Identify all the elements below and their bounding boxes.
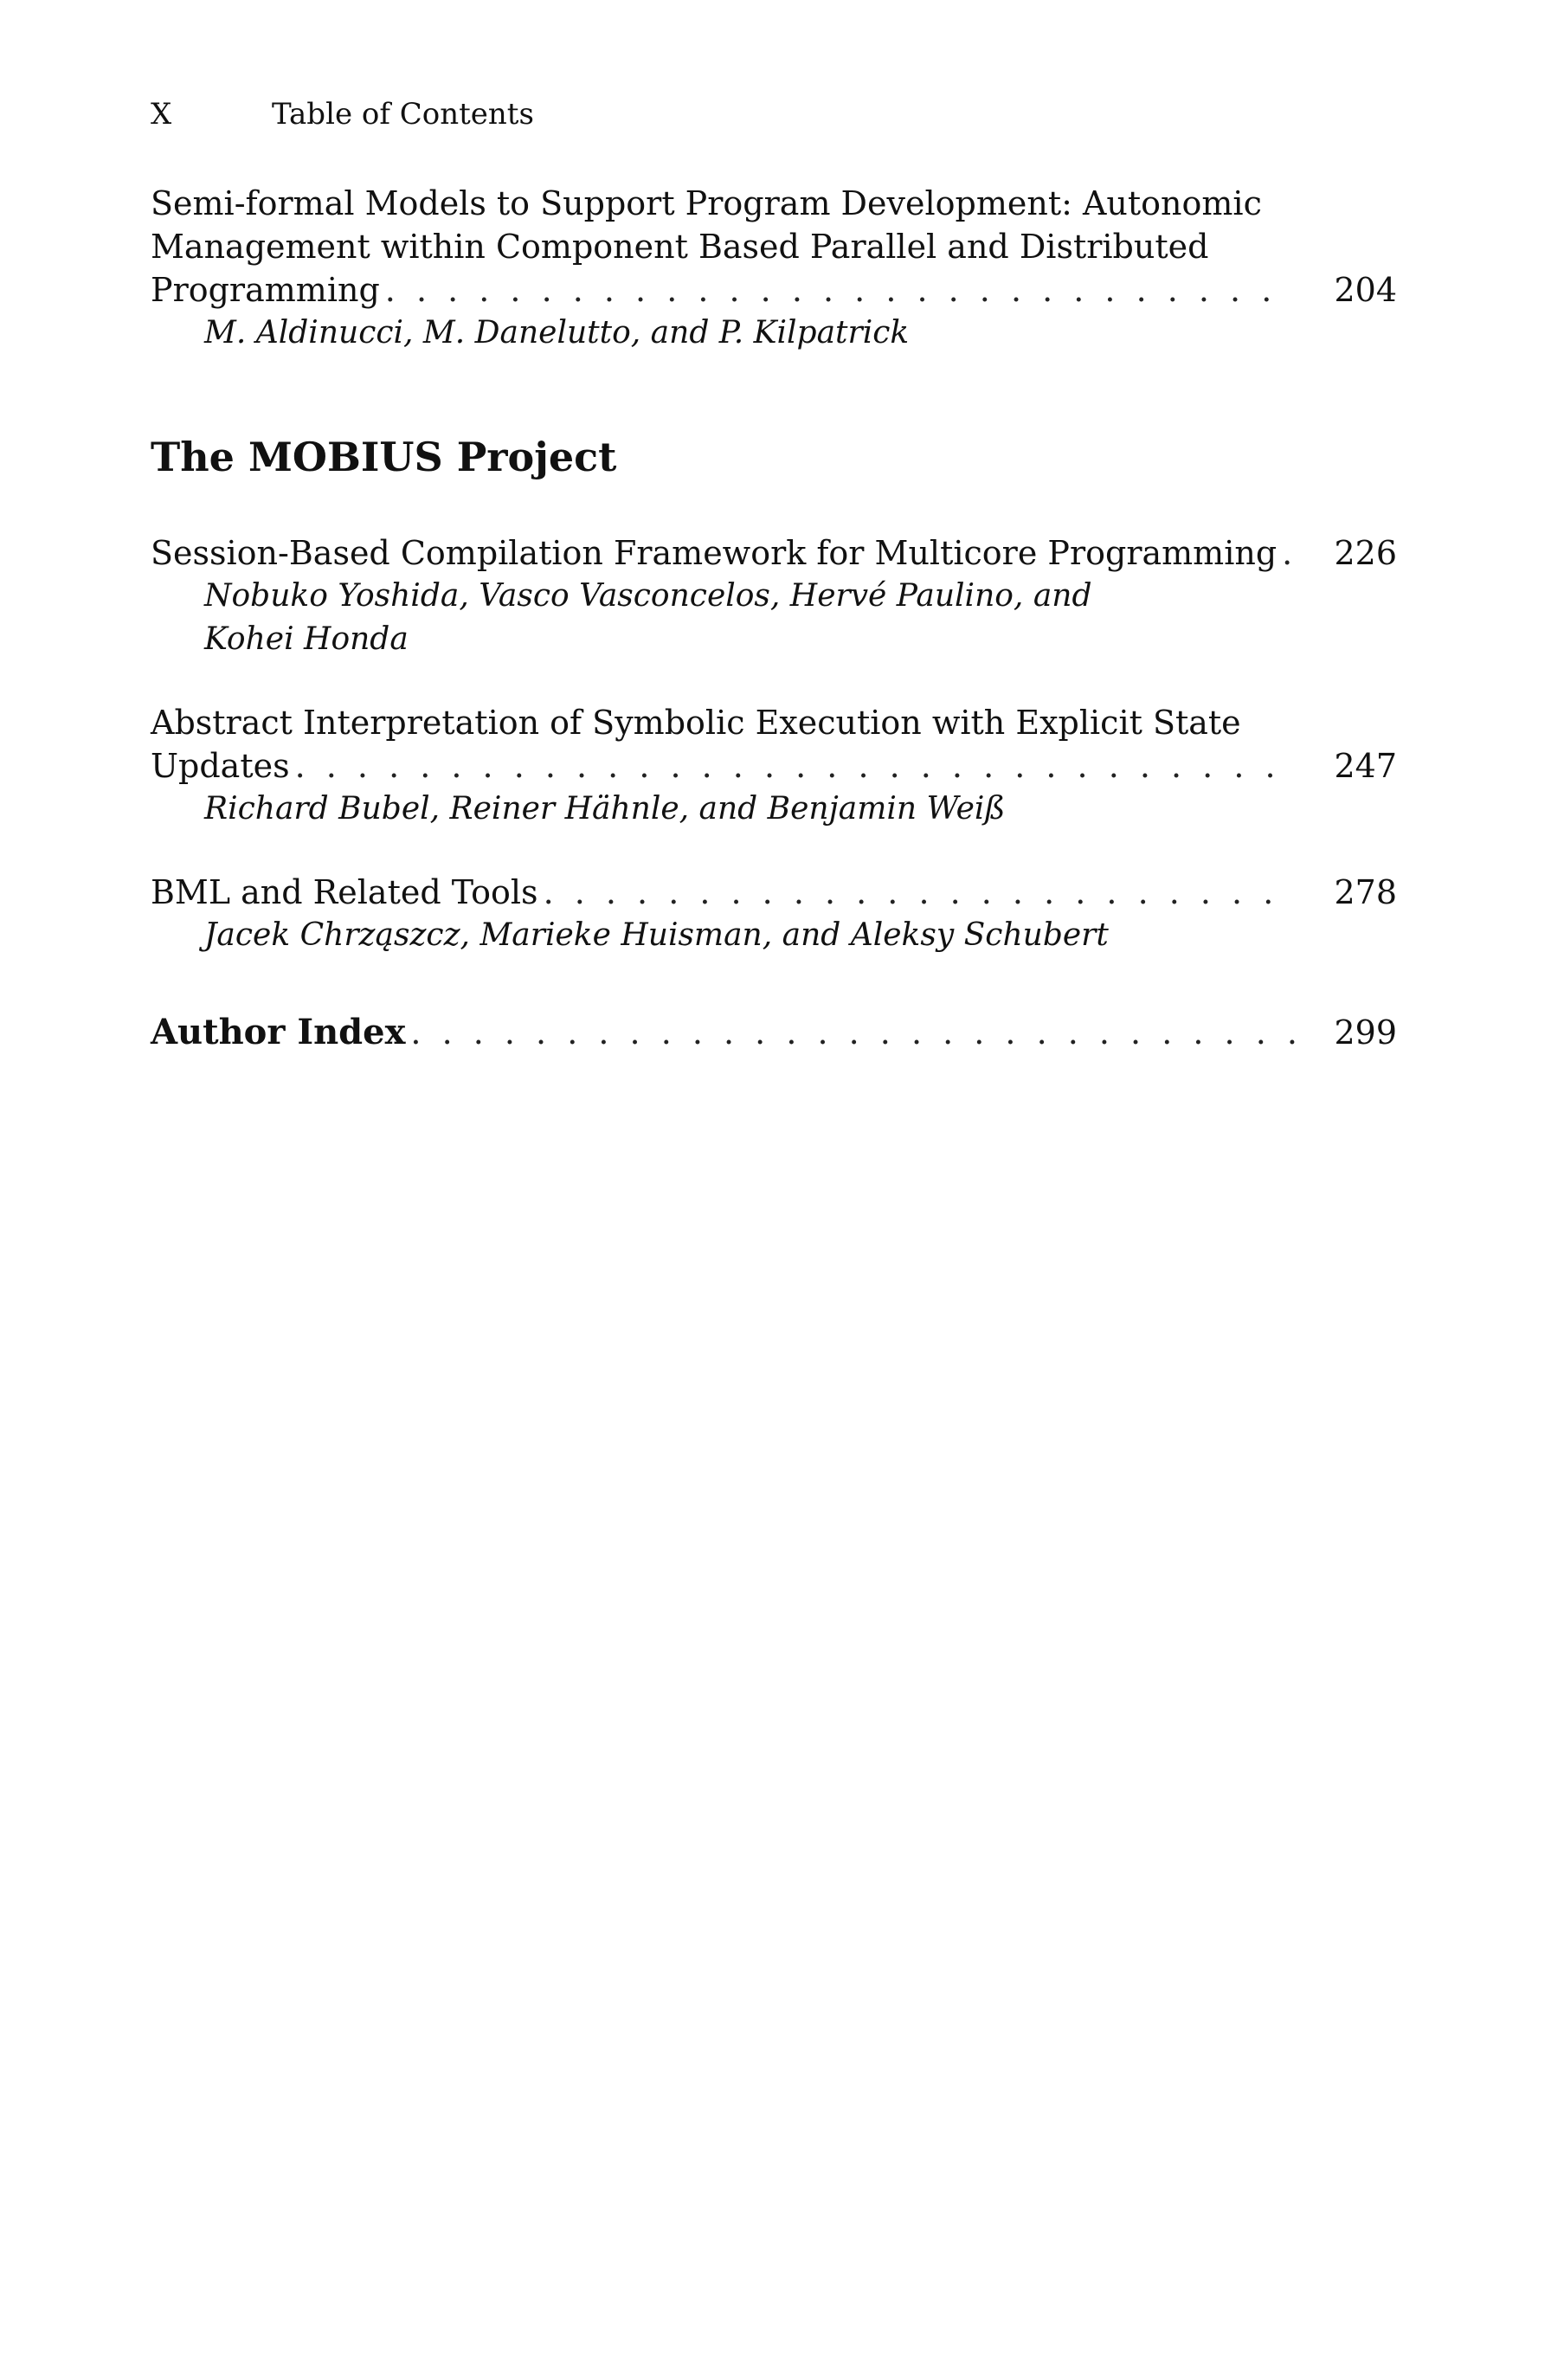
entry-authors: Nobuko Yoshida, Vasco Vasconcelos, Hervé Paulino, and Kohei Honda <box>204 578 1092 657</box>
entry-title-line: Abstract Interpretation of Symbolic Execution with Explicit State <box>151 704 1241 742</box>
entry-authors: Richard Bubel, Reiner Hähnle, and Benjamin Weiß <box>204 791 1006 827</box>
running-head <box>151 95 534 133</box>
page-folio: X <box>151 97 172 132</box>
entry-leader-line[interactable] <box>151 531 1397 575</box>
author-index-page-number: 299 <box>1334 1013 1397 1052</box>
entry-authors: M. Aldinucci, M. Danelutto, and P. Kilpatrick <box>204 315 910 351</box>
entry-title-last-line: Updates <box>151 747 290 785</box>
entry-title-last-line: Session-Based Compilation Framework for Multicore Programming <box>151 534 1277 572</box>
toc-entry <box>151 871 1397 957</box>
entry-authors: Jacek Chrząszcz, Marieke Huisman, and Aleksy Schubert <box>204 917 1109 953</box>
dot-leader <box>295 744 1295 788</box>
entry-page-number: 278 <box>1334 873 1397 911</box>
section-heading: The MOBIUS Project <box>151 434 617 480</box>
author-index-label: Author Index <box>151 1012 406 1052</box>
entry-title-last-line: BML and Related Tools <box>151 873 538 911</box>
dot-leader <box>410 1011 1295 1054</box>
running-head-title: Table of Contents <box>272 97 534 132</box>
dot-leader <box>385 268 1295 312</box>
entry-page-number: 247 <box>1334 747 1397 785</box>
entry-title-line: Management within Component Based Parallel and Distributed <box>151 228 1209 266</box>
entry-leader-line[interactable] <box>151 268 1397 312</box>
author-index-line[interactable] <box>151 1011 1397 1054</box>
entry-page-number: 204 <box>1334 271 1397 309</box>
toc-content <box>151 182 1397 1054</box>
toc-entry <box>151 531 1397 661</box>
entry-page-number: 226 <box>1334 534 1397 572</box>
entry-title-last-line: Programming <box>151 271 380 309</box>
toc-entry <box>151 182 1397 355</box>
dot-leader <box>1282 531 1295 575</box>
entry-title-line: Semi-formal Models to Support Program Development: Autonomic <box>151 184 1262 222</box>
entry-leader-line[interactable] <box>151 744 1397 788</box>
entry-leader-line[interactable] <box>151 871 1397 914</box>
toc-entry <box>151 701 1397 831</box>
dot-leader <box>544 871 1295 914</box>
